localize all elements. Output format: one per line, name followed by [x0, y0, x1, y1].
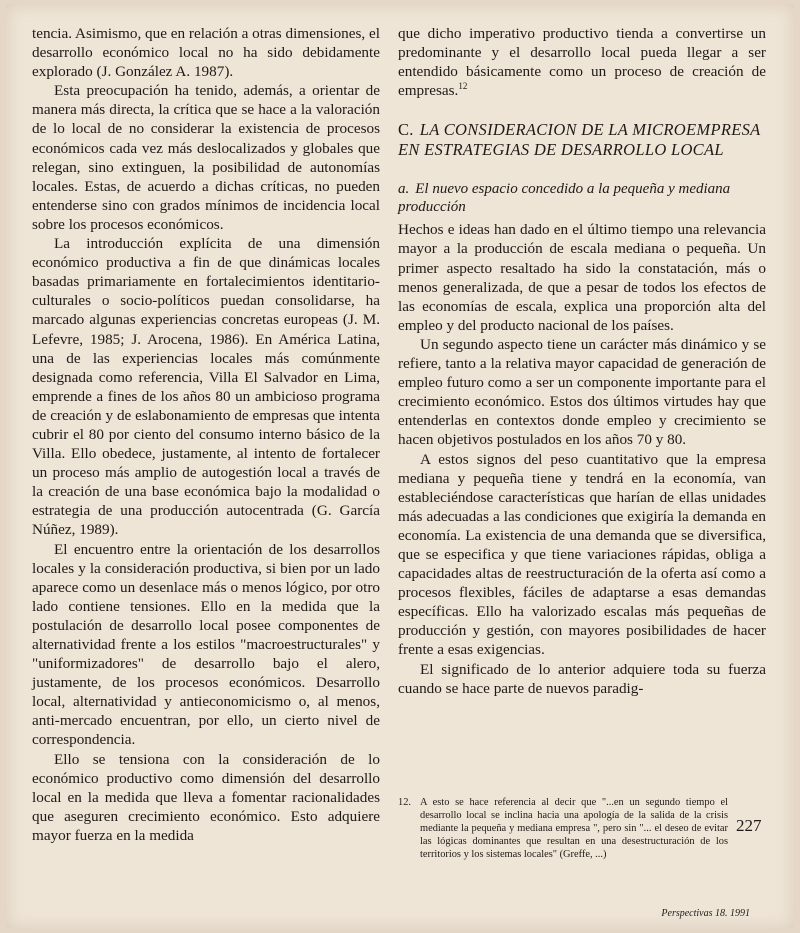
right-paragraph-5: El significado de lo anterior adquiere toda su fuerza cuando se hace parte de nuevos paradig-: [398, 660, 766, 697]
subsection-title: El nuevo espacio concedido a la pequeña y mediana producción: [398, 181, 731, 216]
footnote-reference: 12: [458, 81, 468, 92]
section-heading: [398, 120, 766, 160]
left-paragraph-3: La introducción explícita de una dimensión económico productiva a fin de que dinámicas locales basadas primariamente en fortalecimientos identitario-culturales o socio-políticos puedan consolidarse, ha marcado algunas experiencias concretas europeas (J. M. Lefevre, 1985; J. Arocena, 1986). En América Latina, una de las experiencias locales más comúnmente designada como referencia, Villa El Salvador en Lima, emprende a fines de los años 80 un ambicioso programa de creación y de eslabonamiento de empresas que intenta cubrir el 80 por ciento del consumo interno básico de la Villa. Ello obedece, justamente, al intento de fortalecer un proceso más amplio de autogestión local a través de la creación de una base económica bajo la modalidad o estrategia de una producción autocentrada (G. García Núñez, 1989).: [32, 235, 380, 539]
left-column: [32, 24, 380, 845]
right-paragraph-1: [398, 24, 766, 100]
footnote-text: A esto se hace referencia al decir que "...en un segundo tiempo el desarrollo local se inclina hacia una apología de la salida de la crisis mediante la pequeña y mediana empresa ", pero sin "... el deseo de evitar las lógicas dominantes que resultan en una desestructuración de los territorios y los sistemas locales" (Greffe, ...): [420, 797, 728, 860]
right-paragraph-3: Un segundo aspecto tiene un carácter más dinámico y se refiere, tanto a la relativa mayor capacidad de generación de empleo futuro como a ser un componente importante para el crecimiento económico. Estos dos últimos virtudes hay que entenderlas en contextos donde empleo y crecimiento se hacen objetivos postulados en los años 70 y 80.: [398, 335, 766, 449]
left-paragraph-4: El encuentro entre la orientación de los desarrollos locales y la consideración productiva, si bien por un lado aparece como un desenlace más o menos lógico, por otro lado contiene tensiones. Ello en la medida que la postulación de desarrollo local posee componentes de alternatividad frente a los estilos "macroestructurales" y "uniformizadores" de desarrollo bajo el alero, justamente, de los procesos económicos. Desarrollo local, alternatividad y antieconomicismo o, al menos, anti-mercado encuentran, por ello, un cierto nivel de correspondencia.: [32, 540, 380, 749]
subsection-heading: [398, 180, 766, 216]
running-footer: Perspectivas 18. 1991: [661, 908, 750, 919]
left-paragraph-2: Esta preocupación ha tenido, además, a orientar de manera más directa, la crítica que se hace a la valoración de lo local de no considerar la existencia de procesos económicos cada vez más deslocalizados y globales que relegan, sino extinguen, la posibilidad de autonomías locales. Estas, de acuerdo a dichas críticas, no pueden entenderse sino con grados mínimos de incidencia local sobre los procesos económicos.: [32, 82, 380, 233]
subsection-letter: a.: [398, 181, 410, 198]
footnote: [398, 796, 728, 861]
left-paragraph-1: tencia. Asimismo, que en relación a otras dimensiones, el desarrollo económico local no ha sido debidamente explorado (J. González A. 1987).: [32, 25, 380, 81]
right-column: [398, 24, 766, 698]
page-number: 227: [736, 816, 762, 835]
section-letter: C.: [398, 120, 414, 140]
section-title: LA CONSIDERACION DE LA MICROEMPRESA EN ESTRATEGIAS DE DESARROLLO LOCAL: [398, 120, 761, 160]
footnote-number: 12.: [398, 797, 411, 808]
document-page: [6, 4, 794, 929]
right-paragraph-1-text: que dicho imperativo productivo tienda a convertirse un predominante y el desarrollo local pueda llegar a ser entendido básicamente como un proceso de creación de empresas.: [398, 25, 766, 100]
left-paragraph-5: Ello se tensiona con la consideración de lo económico productivo como dimensión del desarrollo local en la medida que lleva a fomentar racionalidades que aseguren crecimiento económico. Esto adquiere mayor fuerza en la medida: [32, 750, 380, 844]
right-paragraph-2: Hechos e ideas han dado en el último tiempo una relevancia mayor a la producción de escala mediana o pequeña. Un primer aspecto resaltado ha sido la constatación, más o menos generalizada, de que a pesar de todos los efectos de las economías de escala, explica una proporción alta del empleo y del producto nacional de los países.: [398, 221, 766, 334]
right-paragraph-4: A estos signos del peso cuantitativo que la empresa mediana y pequeña tiene y tendrá en la economía, van estableciéndose características que harían de ellas unidades más adecuadas a las condiciones que exigiría la demanda en economía. La existencia de una demanda que se diversifica, que se especifica y que tiene variaciones rápidas, obliga a capacidades altas de reestructuración de la oferta así como a procesos flexibles, fáciles de adaptarse a esas demandas específicas. Ello ha valorizado escalas más pequeñas de producción y gestión, con mayores posibilidades de hacer frente a esas exigencias.: [398, 450, 766, 659]
